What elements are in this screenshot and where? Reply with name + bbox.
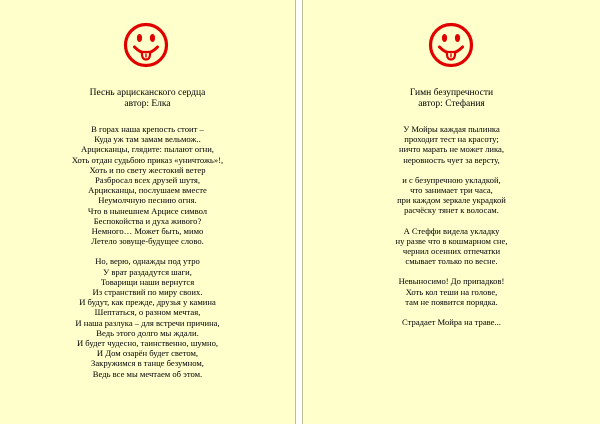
poem-line: Товарищи наши вернутся — [100, 276, 195, 287]
poem-line: чернил осенних отпечатки — [402, 246, 501, 257]
poem-line: У врат раздадутся шаги, — [103, 266, 192, 277]
poem-line: Но, верю, однажды под утро — [95, 256, 200, 267]
poem-stanza — [303, 226, 600, 267]
poem-line: Страдает Мойра на траве... — [402, 317, 501, 328]
poem-stanza — [303, 276, 600, 307]
poem-line: Хоть отдан судьбою приказ «уничтожь»!, — [71, 154, 224, 165]
poem-author: автор: Стефания — [418, 99, 485, 109]
poem-line: И Дом озарён будет светом, — [96, 348, 199, 359]
poem-line: Закружимся в танце безумном, — [91, 358, 204, 369]
poem-line: и с безупречною укладкой, — [402, 174, 501, 185]
poem-line: неровность чует за версту, — [403, 154, 500, 165]
poem-line: И наша разлука – для встречи причина, — [75, 317, 220, 328]
poem-line: Летело зовуще-будущее слово. — [91, 236, 204, 247]
poem-line: Что в нынешнем Арцисе символ — [87, 205, 208, 216]
poem-line: Немного… Может быть, мимо — [91, 226, 204, 237]
poem-line: ничто марать не может лика, — [398, 144, 505, 155]
poem-line: Из странствий по миру своих. — [92, 287, 203, 298]
smiley-face-icon — [123, 22, 169, 68]
poem-line: там не появится порядка. — [405, 296, 498, 307]
poem-stanza — [303, 124, 600, 165]
poem-line: проходит тест на красоту; — [404, 134, 499, 145]
poem-stanza — [303, 175, 600, 216]
poem-stanza — [0, 124, 295, 246]
poem-body — [0, 124, 295, 389]
poem-line: Невыносимо! До припадков! — [398, 276, 505, 287]
poem-header — [0, 88, 295, 110]
poem-line: У Мойры каждая пылинка — [403, 124, 500, 134]
poem-line: расчёску тянет к волосам. — [404, 205, 499, 216]
poem-line: А Стеффи видела укладку — [403, 225, 500, 236]
smiley-face-icon — [428, 22, 474, 68]
poem-line: Хоть и по свету жестокий ветер — [89, 164, 206, 175]
poem-line: при каждом зеркале украдкой — [397, 195, 506, 206]
poem-line: Ведь этого долго мы ждали. — [96, 327, 199, 338]
poem-line: смывает только по весне. — [405, 256, 498, 267]
poem-line: ну разве что в кошмарном сне, — [395, 235, 508, 246]
poem-line: Неумолчную песнию огня. — [98, 195, 197, 206]
poem-title: Гимн безупречности — [409, 88, 494, 98]
poem-line: Арцисканцы, послушаем вместе — [88, 185, 207, 196]
poem-stanza — [0, 256, 295, 378]
poem-body — [303, 124, 600, 337]
right-page — [302, 0, 600, 424]
poem-line: И будет чудесно, таинственно, шумно, — [76, 338, 219, 349]
poem-line: Разбросал всех друзей шутя, — [95, 175, 200, 186]
poem-title: Песнь арцисканского сердца — [89, 88, 206, 98]
poem-line: И будут, как прежде, друзья у камина — [79, 297, 216, 308]
poem-stanza — [303, 317, 600, 327]
poem-line: что занимает три часа, — [410, 185, 493, 196]
poem-line: Шептаться, о разном мечтая, — [94, 307, 201, 318]
poem-header — [303, 88, 600, 110]
left-page — [0, 0, 296, 424]
poem-line: Хоть кол теши на голове, — [405, 286, 498, 297]
poem-line: Беспокойства и духа живого? — [93, 215, 202, 226]
poem-line: Куда уж там замам вельмож.. — [94, 134, 201, 145]
poem-author: автор: Елка — [124, 99, 171, 109]
poem-line: Ведь все мы мечтаем об этом. — [92, 368, 203, 379]
poem-line: В горах наша крепость стоит – — [91, 124, 204, 134]
poem-line: Арцисканцы, глядите: пылают огни, — [81, 144, 214, 155]
